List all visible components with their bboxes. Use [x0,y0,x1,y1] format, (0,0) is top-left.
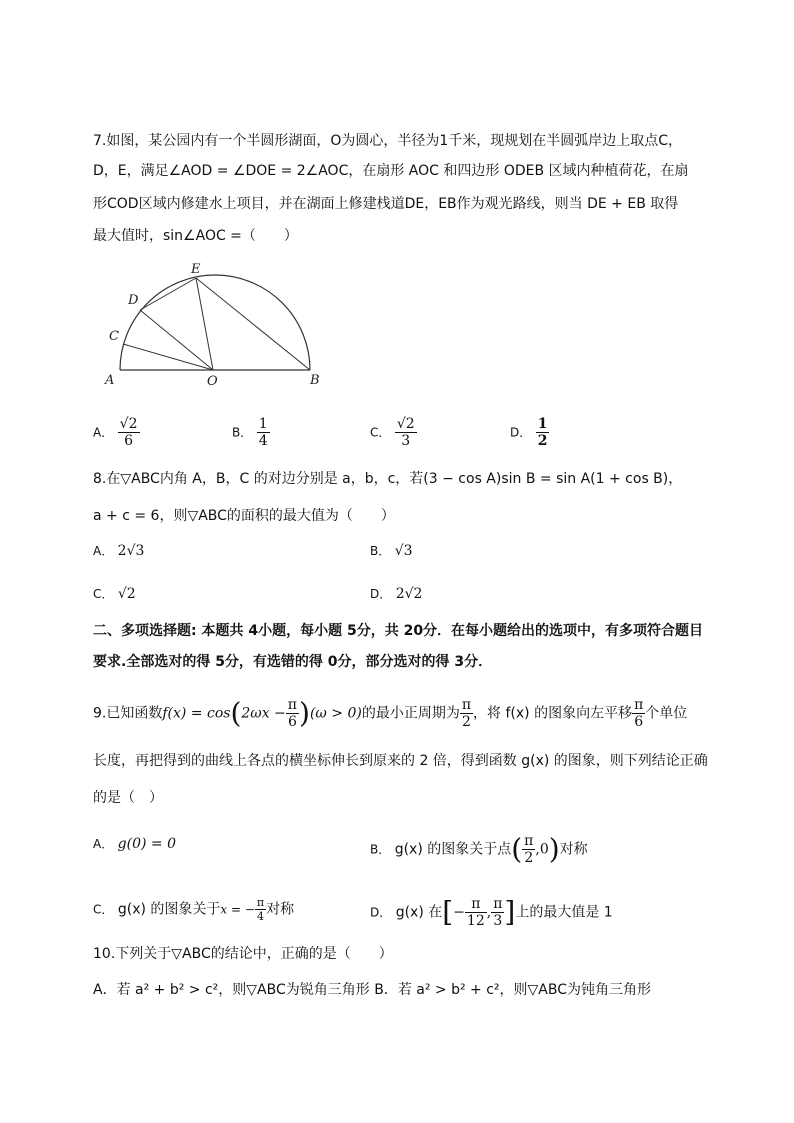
frac-num: √2 [119,416,138,432]
q9-text: ，将 f(x) 的图象向左平移 [473,705,633,722]
q7-line-4: 最大值时，sin∠AOC =（ ） [93,228,298,244]
q9-text: 的最小正周期为 [361,705,460,722]
option-text: 对称 [559,841,588,858]
option-value: 2√3 [117,543,145,559]
q8-option-b[interactable] [370,540,413,562]
q7-option-c[interactable] [370,416,417,449]
frac-num: π [634,697,644,713]
q10-line-1: 10.下列关于▽ABC的结论中，正确的是（ ） [93,946,393,962]
option-text: 对称 [266,901,295,918]
frac-den: 6 [287,714,297,730]
section-2-line-2: 要求.全部选对的得 5分，有选错的得 0分，部分选对的得 3分． [93,654,493,670]
frac-num: π [493,896,503,912]
semicircle-arc [120,275,310,370]
comma: , [486,904,492,921]
option-label: A． [93,425,114,440]
option-value: √2 [117,586,136,602]
q8-line-2: a + c = 6，则▽ABC的面积的最大值为（ ） [93,508,395,524]
option-label: C． [370,425,391,440]
q9-line-2: 长度，再把得到的曲线上各点的横坐标伸长到原来的 2 倍，得到函数 g(x) 的图象，则下列结论正确 [93,753,708,769]
segment-od [140,310,213,370]
option-text: g(x) 的图象关于点 [394,841,512,858]
frac-num: π [465,896,487,913]
option-label: D． [510,425,532,440]
frac-den: 3 [493,913,503,929]
option-label: B． [232,425,253,440]
section-2-line-1: 二、多项选择题: 本题共 4小题，每小题 5分，共 20分．在每小题给出的选项中，有多项符合题目 [93,623,704,639]
segment-oe [196,278,213,370]
option-label: C． [93,902,114,917]
q9-option-a[interactable] [93,833,176,855]
q7-line-3: 形COD区域内修建水上项目，并在湖面上修建栈道DE，EB作为观光路线，则当 DE + EB 取得 [93,196,679,212]
segment-eb [196,278,310,370]
frac-den: 4 [258,433,268,449]
option-value: √3 [394,543,413,559]
q8-option-d[interactable] [370,583,422,605]
frac-den: 4 [257,910,265,923]
q8-line-1: 8.在▽ABC内角 A，B，C 的对边分别是 a，b，c，若(3 − cos A)sin B = sin A(1 + cos B)， [93,471,683,487]
frac-num: π [461,697,472,713]
semicircle-figure [100,258,330,390]
frac-num: √2 [396,416,415,432]
segment-oc [123,344,213,370]
frac-den: 6 [634,714,644,730]
frac-den: 2 [461,714,471,730]
minus-sign: − [453,904,465,921]
q9-function: f(x) = cos [162,705,231,722]
q8-option-c[interactable] [93,583,136,605]
option-label: A． [93,544,114,558]
option-label: B． [370,842,391,857]
q10-line-2: A．若 a² + b² > c²，则▽ABC为锐角三角形 B．若 a² > b² + c²，则▽ABC为钝角三角形 [93,982,652,998]
frac-den: 6 [124,433,134,449]
q9-line-3: 的是（ ） [93,790,163,806]
option-label: C． [93,587,114,601]
frac-num: 1 [537,416,548,432]
q7-option-b[interactable] [232,416,270,449]
q7-line-1: 7.如图，某公园内有一个半圆形湖面，O为圆心，半径为1千米，现规划在半圆弧岸边上取点C， [93,133,683,149]
label-c: C [109,329,119,344]
label-a: A [105,373,115,388]
option-label: A． [93,837,114,851]
option-text: g(x) 的图象关于 [117,901,221,918]
option-text: g(x) 在 [395,904,443,921]
frac-den: 3 [401,433,411,449]
q9-text: 个单位 [645,705,688,722]
q7-option-d[interactable] [510,416,549,449]
frac-num: 1 [258,416,268,432]
label-o: O [207,374,218,389]
option-value: g(0) = 0 [117,836,177,852]
frac-num: π [256,896,265,909]
frac-den: 12 [466,913,485,929]
q9-condition: (ω > 0) [309,705,362,722]
segment-de [140,278,196,310]
q9-option-c[interactable] [93,896,294,923]
frac-num: π [287,697,297,713]
frac-den: 2 [524,850,534,866]
point-tail: ,0 [535,841,549,858]
q9-arg: 2ωx − [241,705,286,722]
option-text: 上的最大值是 1 [515,904,613,921]
option-label: D． [370,905,392,920]
q8-option-a[interactable] [93,540,144,562]
q7-line-2: D，E，满足∠AOD = ∠DOE = 2∠AOC，在扇形 AOC 和四边形 ODEB 区域内种植荷花，在扇 [93,163,689,179]
option-value: 2√2 [395,586,423,602]
label-e: E [191,262,201,277]
label-d: D [128,293,139,308]
q9-intro: 9.已知函数 [93,705,163,722]
label-b: B [310,373,320,388]
frac-den: 2 [537,433,548,449]
frac-num: π [524,833,534,849]
q7-option-a[interactable] [93,416,140,449]
option-label: D． [370,587,392,601]
option-eq: x = − [220,902,255,917]
q9-option-b[interactable]: B． g(x) 的图象关于点( $\frac{\pi}{2}$ ,0)对称 [370,832,588,866]
q9-line-1: 9.已知函数f(x) = cos(2ωx − $\frac{\pi}{6}$ )(ω > 0)的最小正周期为 $\frac{\pi}{2}$ ，将 f(x) 的图象向左平移 $\frac{\pi}{6}$ 个单位 [93,696,688,730]
q9-option-d[interactable]: D． g(x) 在[− $\frac{\pi}{12}$ , $\frac{\pi}{3}$ ]上的最大值是 1 [370,895,613,929]
option-label: B． [370,544,391,558]
